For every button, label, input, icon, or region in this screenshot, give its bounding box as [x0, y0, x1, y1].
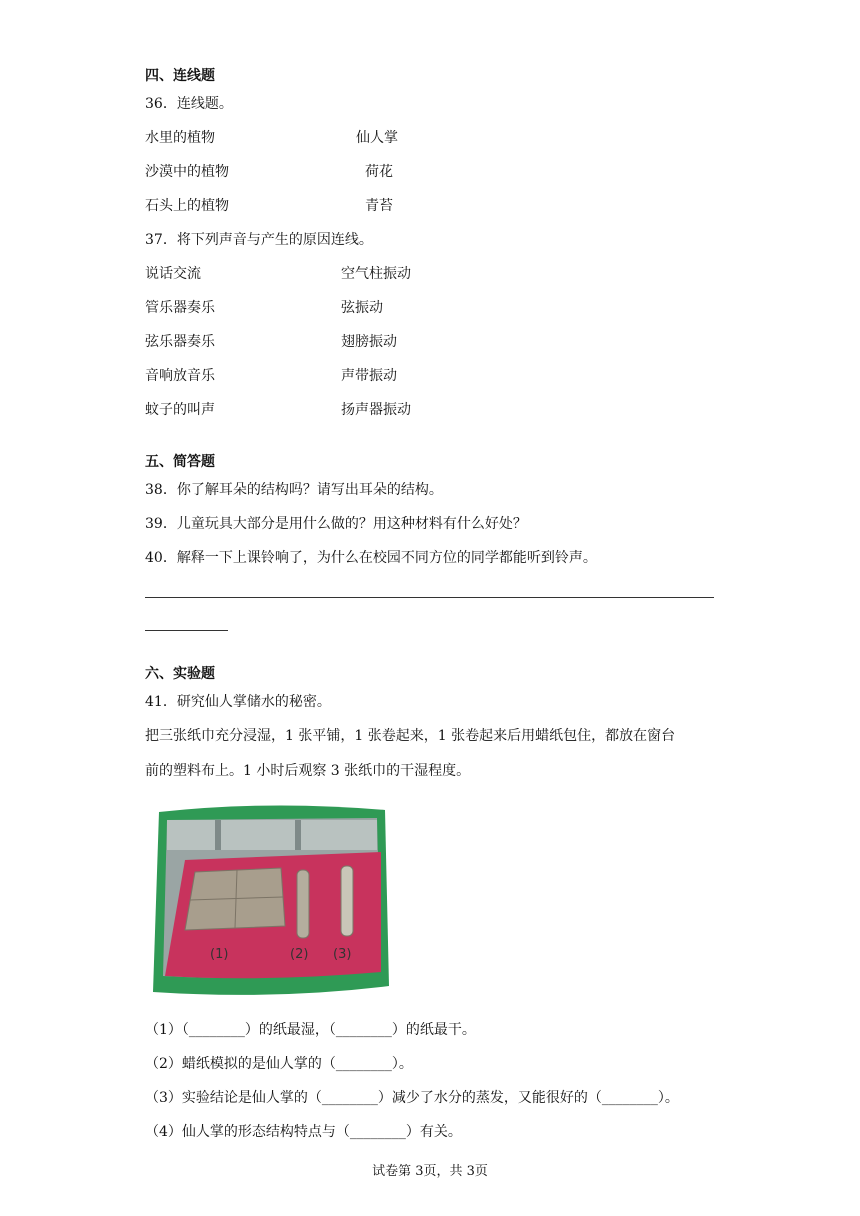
q37-left-item: 蚊子的叫声: [145, 402, 215, 418]
q37-left-item: 说话交流: [145, 266, 201, 282]
question-41-description-line: 把三张纸巾充分浸湿，1 张平铺，1 张卷起来，1 张卷起来后用蜡纸包住，都放在窗台: [145, 728, 676, 744]
q36-right-item: 荷花: [365, 164, 393, 180]
question-41-description-line: 前的塑料布上。1 小时后观察 3 张纸巾的干湿程度。: [145, 763, 471, 779]
section-heading-5: 五、简答题: [145, 454, 215, 470]
q37-right-item: 弦振动: [341, 300, 383, 316]
q36-right-item: 青苔: [365, 198, 393, 214]
question-41-sub4: （4）仙人掌的形态结构特点与（________）有关。: [145, 1124, 462, 1140]
experiment-photo-drawing: [145, 800, 393, 1002]
q37-right-item: 翅膀振动: [341, 334, 397, 350]
window-sill: [167, 820, 377, 850]
answer-line: [145, 597, 714, 598]
question-39: 39．儿童玩具大部分是用什么做的？用这种材料有什么好处？: [145, 516, 527, 532]
section-heading-6: 六、实验题: [145, 666, 215, 682]
question-40: 40．解释一下上课铃响了，为什么在校园不同方位的同学都能听到铃声。: [145, 550, 597, 566]
question-37-stem: 37．将下列声音与产生的原因连线。: [145, 232, 373, 248]
section-heading-4: 四、连线题: [145, 68, 215, 84]
rolled-tissue: [297, 870, 309, 938]
question-38: 38．你了解耳朵的结构吗？请写出耳朵的结构。: [145, 482, 443, 498]
q37-left-item: 音响放音乐: [145, 368, 215, 384]
q37-right-item: 声带振动: [341, 368, 397, 384]
experiment-photo: [145, 800, 393, 1002]
photo-label: (3): [333, 947, 352, 962]
q37-left-item: 弦乐器奏乐: [145, 334, 215, 350]
question-41-sub1: （1）（________）的纸最湿，（________）的纸最干。: [145, 1022, 476, 1038]
question-41-sub2: （2）蜡纸模拟的是仙人掌的（________）。: [145, 1056, 413, 1072]
q36-left-item: 沙漠中的植物: [145, 164, 229, 180]
q37-right-item: 空气柱振动: [341, 266, 411, 282]
q36-left-item: 水里的植物: [145, 130, 215, 146]
q37-right-item: 扬声器振动: [341, 402, 411, 418]
page-footer: 试卷第 3页，共 3页: [372, 1164, 488, 1179]
question-41-stem: 41．研究仙人掌储水的秘密。: [145, 694, 331, 710]
wrapped-tissue: [341, 866, 353, 936]
q37-left-item: 管乐器奏乐: [145, 300, 215, 316]
photo-label: (2): [290, 947, 309, 962]
q36-right-item: 仙人掌: [356, 130, 398, 146]
question-36-stem: 36．连线题。: [145, 96, 233, 112]
photo-label: (1): [210, 947, 229, 962]
answer-line-short: [145, 630, 228, 631]
q36-left-item: 石头上的植物: [145, 198, 229, 214]
question-41-sub3: （3）实验结论是仙人掌的（________）减少了水分的蒸发，又能很好的（________）。: [145, 1090, 679, 1106]
